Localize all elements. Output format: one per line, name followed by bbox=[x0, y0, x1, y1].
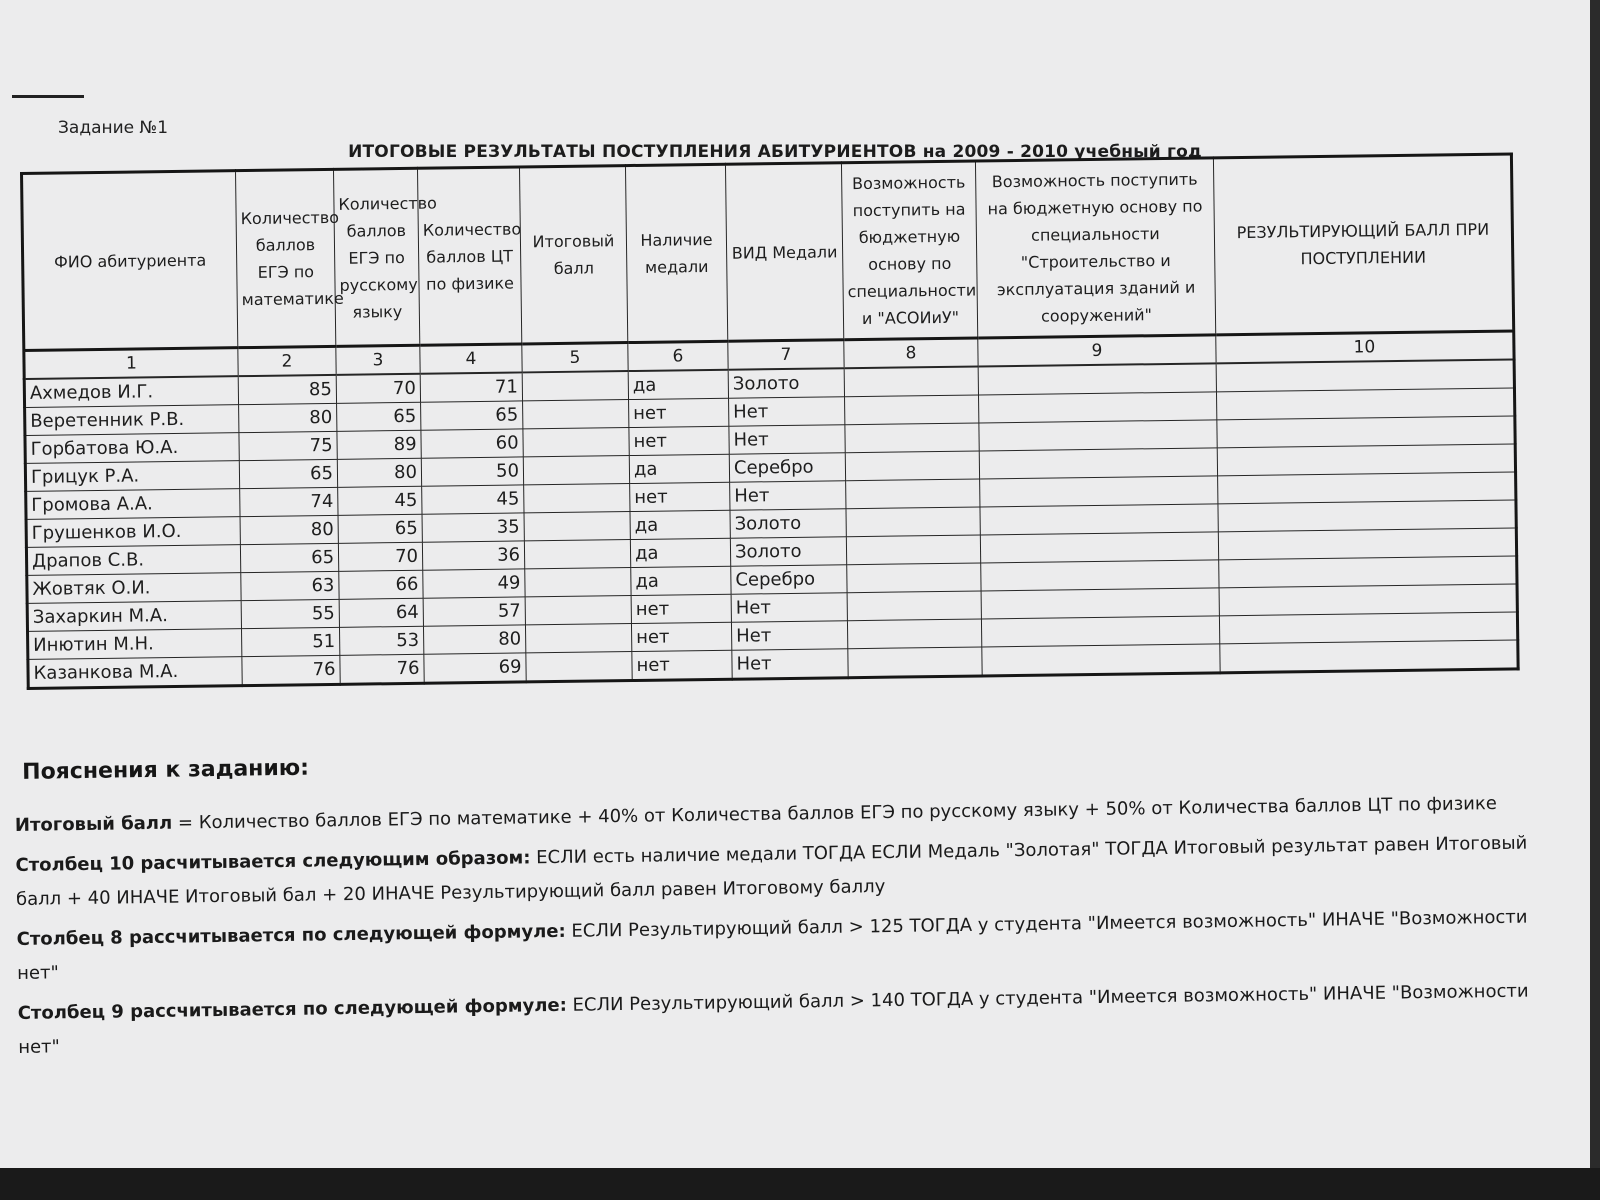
cell-budget-construction bbox=[981, 560, 1219, 591]
cell-medal-type: Нет bbox=[729, 397, 845, 427]
header-budget-construction: Возможность поступить на бюджетную основу по специальности "Строительство и эксплуатация зданий и сооружений" bbox=[975, 158, 1215, 338]
cell-physics: 57 bbox=[423, 597, 525, 626]
cell-budget-asoiu bbox=[844, 366, 978, 396]
cell-medal-type: Серебро bbox=[731, 565, 847, 595]
note-label: Столбец 9 рассчитывается по следующей формуле: bbox=[17, 994, 567, 1024]
cell-medal-type: Серебро bbox=[729, 453, 845, 483]
cell-math: 80 bbox=[240, 515, 338, 544]
note-text: ЕСЛИ Результирующий балл > 125 ТОГДА у студента "Имеется возможность" ИНАЧЕ "Возможности нет" bbox=[17, 906, 1528, 984]
cell-russian: 64 bbox=[339, 598, 423, 627]
cell-math: 65 bbox=[239, 459, 337, 488]
cell-medal-type: Золото bbox=[730, 509, 846, 539]
cell-russian: 80 bbox=[337, 458, 421, 487]
cell-medal-type: Нет bbox=[731, 621, 847, 651]
cell-budget-asoiu bbox=[845, 395, 979, 425]
cell-russian: 65 bbox=[337, 402, 421, 431]
document-title: ИТОГОВЫЕ РЕЗУЛЬТАТЫ ПОСТУПЛЕНИЯ АБИТУРИЕНТОВ на 2009 - 2010 учебный год bbox=[348, 142, 1202, 162]
cell-budget-asoiu bbox=[847, 619, 981, 649]
cell-budget-asoiu bbox=[846, 535, 980, 565]
cell-result-score bbox=[1218, 500, 1516, 532]
note-column-9 bbox=[18, 974, 1559, 1065]
cell-result-score bbox=[1218, 528, 1516, 560]
cell-result-score bbox=[1219, 584, 1517, 616]
note-text: ЕСЛИ есть наличие медали ТОГДА ЕСЛИ Медаль "Золотая" ТОГДА Итоговый результат равен Итоговый балл + 40 ИНАЧЕ Итоговый бал + 20 ИНАЧЕ Результирующий балл равен Итоговому баллу bbox=[15, 832, 1528, 910]
column-number: 3 bbox=[336, 345, 420, 375]
cell-math: 65 bbox=[240, 543, 338, 572]
cell-russian: 76 bbox=[340, 654, 424, 684]
cell-budget-construction bbox=[981, 616, 1219, 647]
cell-fio: Грицук Р.А. bbox=[25, 461, 239, 492]
cell-fio: Жовтяк О.И. bbox=[27, 573, 241, 604]
cell-budget-asoiu bbox=[846, 507, 980, 537]
column-number: 1 bbox=[24, 348, 238, 379]
cell-fio: Горбатова Ю.А. bbox=[25, 433, 239, 464]
cell-budget-construction bbox=[979, 420, 1217, 451]
cell-budget-asoiu bbox=[845, 423, 979, 453]
column-number: 6 bbox=[628, 341, 728, 371]
cell-russian: 66 bbox=[339, 570, 423, 599]
cell-result-score bbox=[1216, 388, 1514, 420]
cell-result-score bbox=[1216, 359, 1514, 391]
cell-budget-asoiu bbox=[846, 479, 980, 509]
header-fio: ФИО абитуриента bbox=[22, 171, 238, 351]
cell-budget-asoiu bbox=[848, 647, 982, 678]
note-label: Итоговый балл bbox=[14, 812, 173, 836]
cell-physics: 80 bbox=[423, 625, 525, 654]
cell-math: 80 bbox=[239, 403, 337, 432]
header-budget-asoiu: Возможность поступить на бюджетную основу по специальности и "АСОИиУ" bbox=[841, 161, 977, 340]
cell-budget-construction bbox=[980, 532, 1218, 563]
cell-budget-asoiu bbox=[845, 451, 979, 481]
cell-medal: нет bbox=[630, 482, 730, 511]
cell-total bbox=[524, 484, 630, 513]
cell-total bbox=[525, 568, 631, 597]
cell-total bbox=[522, 371, 628, 401]
header-medal: Наличие медали bbox=[625, 164, 727, 342]
column-number: 2 bbox=[238, 346, 336, 376]
cell-total bbox=[523, 400, 629, 429]
cell-medal: да bbox=[628, 370, 728, 400]
cell-medal: нет bbox=[631, 594, 731, 623]
cell-result-score bbox=[1218, 472, 1516, 504]
cell-fio: Веретенник Р.В. bbox=[25, 405, 239, 436]
note-text: = Количество баллов ЕГЭ по математике + 40% от Количества баллов ЕГЭ по русскому языку + 50% от Количества баллов ЦТ по физике bbox=[172, 793, 1498, 834]
cell-fio: Громова А.А. bbox=[26, 489, 240, 520]
cell-math: 76 bbox=[242, 655, 340, 685]
cell-math: 75 bbox=[239, 431, 337, 460]
column-number: 9 bbox=[978, 335, 1216, 367]
header-total: Итоговый балл bbox=[519, 166, 627, 344]
cell-total bbox=[526, 652, 632, 682]
cell-medal: нет bbox=[629, 398, 729, 427]
cell-math: 85 bbox=[238, 375, 336, 405]
results-table bbox=[20, 152, 1520, 689]
table-surface-edge bbox=[0, 1168, 1600, 1200]
header-result-score: РЕЗУЛЬТИРУЮЩИЙ БАЛЛ ПРИ ПОСТУПЛЕНИИ bbox=[1213, 154, 1513, 335]
cell-math: 55 bbox=[241, 599, 339, 628]
column-number: 7 bbox=[728, 340, 844, 370]
cell-result-score bbox=[1217, 444, 1515, 476]
cell-math: 74 bbox=[240, 487, 338, 516]
cell-physics: 71 bbox=[420, 372, 522, 402]
cell-total bbox=[525, 624, 631, 653]
column-number: 8 bbox=[844, 338, 978, 368]
cell-russian: 89 bbox=[337, 430, 421, 459]
cell-fio: Инютин М.Н. bbox=[28, 629, 242, 660]
cell-budget-construction bbox=[982, 644, 1220, 676]
cell-budget-construction bbox=[979, 448, 1217, 479]
cell-russian: 65 bbox=[338, 514, 422, 543]
cell-medal-type: Золото bbox=[728, 368, 844, 398]
note-text: ЕСЛИ Результирующий балл > 140 ТОГДА у студента "Имеется возможность" ИНАЧЕ "Возможности нет" bbox=[18, 980, 1529, 1058]
cell-physics: 49 bbox=[423, 569, 525, 598]
cell-math: 51 bbox=[241, 627, 339, 656]
cell-physics: 69 bbox=[424, 653, 526, 683]
cell-budget-construction bbox=[978, 363, 1216, 395]
cell-budget-asoiu bbox=[847, 563, 981, 593]
header-russian: Количество баллов ЕГЭ по русскому языку bbox=[333, 168, 419, 346]
cell-medal: нет bbox=[632, 650, 732, 680]
task-label: Задание №1 bbox=[58, 118, 169, 138]
cell-fio: Ахмедов И.Г. bbox=[24, 376, 238, 407]
cell-fio: Казанкова М.А. bbox=[28, 657, 242, 689]
cell-physics: 50 bbox=[421, 457, 523, 486]
cell-total bbox=[524, 512, 630, 541]
task-notes bbox=[14, 737, 1558, 1071]
cell-result-score bbox=[1219, 612, 1517, 644]
cell-budget-construction bbox=[979, 392, 1217, 423]
results-table-wrapper bbox=[20, 152, 1559, 690]
cell-physics: 65 bbox=[421, 401, 523, 430]
column-number: 5 bbox=[522, 343, 628, 373]
cell-medal: да bbox=[631, 566, 731, 595]
cell-budget-construction bbox=[981, 588, 1219, 619]
cell-budget-construction bbox=[980, 504, 1218, 535]
top-rule-line bbox=[12, 95, 84, 98]
cell-medal-type: Нет bbox=[730, 481, 846, 511]
cell-result-score bbox=[1217, 416, 1515, 448]
cell-physics: 36 bbox=[422, 541, 524, 570]
cell-total bbox=[523, 456, 629, 485]
cell-result-score bbox=[1219, 556, 1517, 588]
cell-russian: 70 bbox=[338, 542, 422, 571]
cell-medal-type: Нет bbox=[729, 425, 845, 455]
cell-budget-construction bbox=[980, 476, 1218, 507]
notes-title: Пояснения к заданию: bbox=[21, 755, 310, 785]
column-number: 4 bbox=[420, 344, 522, 374]
header-row bbox=[22, 154, 1514, 350]
header-math: Количество баллов ЕГЭ по математике bbox=[236, 169, 336, 347]
column-number: 10 bbox=[1216, 331, 1514, 363]
cell-medal: да bbox=[630, 510, 730, 539]
note-label: Столбец 8 рассчитывается по следующей формуле: bbox=[16, 920, 566, 950]
cell-total bbox=[523, 428, 629, 457]
cell-result-score bbox=[1220, 640, 1518, 673]
cell-fio: Захаркин М.А. bbox=[27, 601, 241, 632]
cell-total bbox=[525, 596, 631, 625]
cell-physics: 35 bbox=[422, 513, 524, 542]
cell-medal-type: Золото bbox=[730, 537, 846, 567]
cell-medal: да bbox=[629, 454, 729, 483]
cell-medal-type: Нет bbox=[732, 649, 848, 680]
cell-fio: Драпов С.В. bbox=[26, 545, 240, 576]
cell-russian: 70 bbox=[336, 374, 420, 404]
cell-physics: 45 bbox=[422, 485, 524, 514]
cell-total bbox=[524, 540, 630, 569]
cell-budget-asoiu bbox=[847, 591, 981, 621]
header-medal-type: ВИД Медали bbox=[725, 163, 843, 342]
cell-fio: Грушенков И.О. bbox=[26, 517, 240, 548]
cell-medal-type: Нет bbox=[731, 593, 847, 623]
cell-medal: нет bbox=[631, 622, 731, 651]
cell-medal: да bbox=[630, 538, 730, 567]
cell-physics: 60 bbox=[421, 429, 523, 458]
note-label: Столбец 10 расчитывается следующим образом: bbox=[15, 847, 531, 876]
header-physics: Количество баллов ЦТ по физике bbox=[417, 167, 521, 345]
cell-russian: 53 bbox=[339, 626, 423, 655]
cell-medal: нет bbox=[629, 426, 729, 455]
cell-russian: 45 bbox=[338, 486, 422, 515]
cell-math: 63 bbox=[241, 571, 339, 600]
